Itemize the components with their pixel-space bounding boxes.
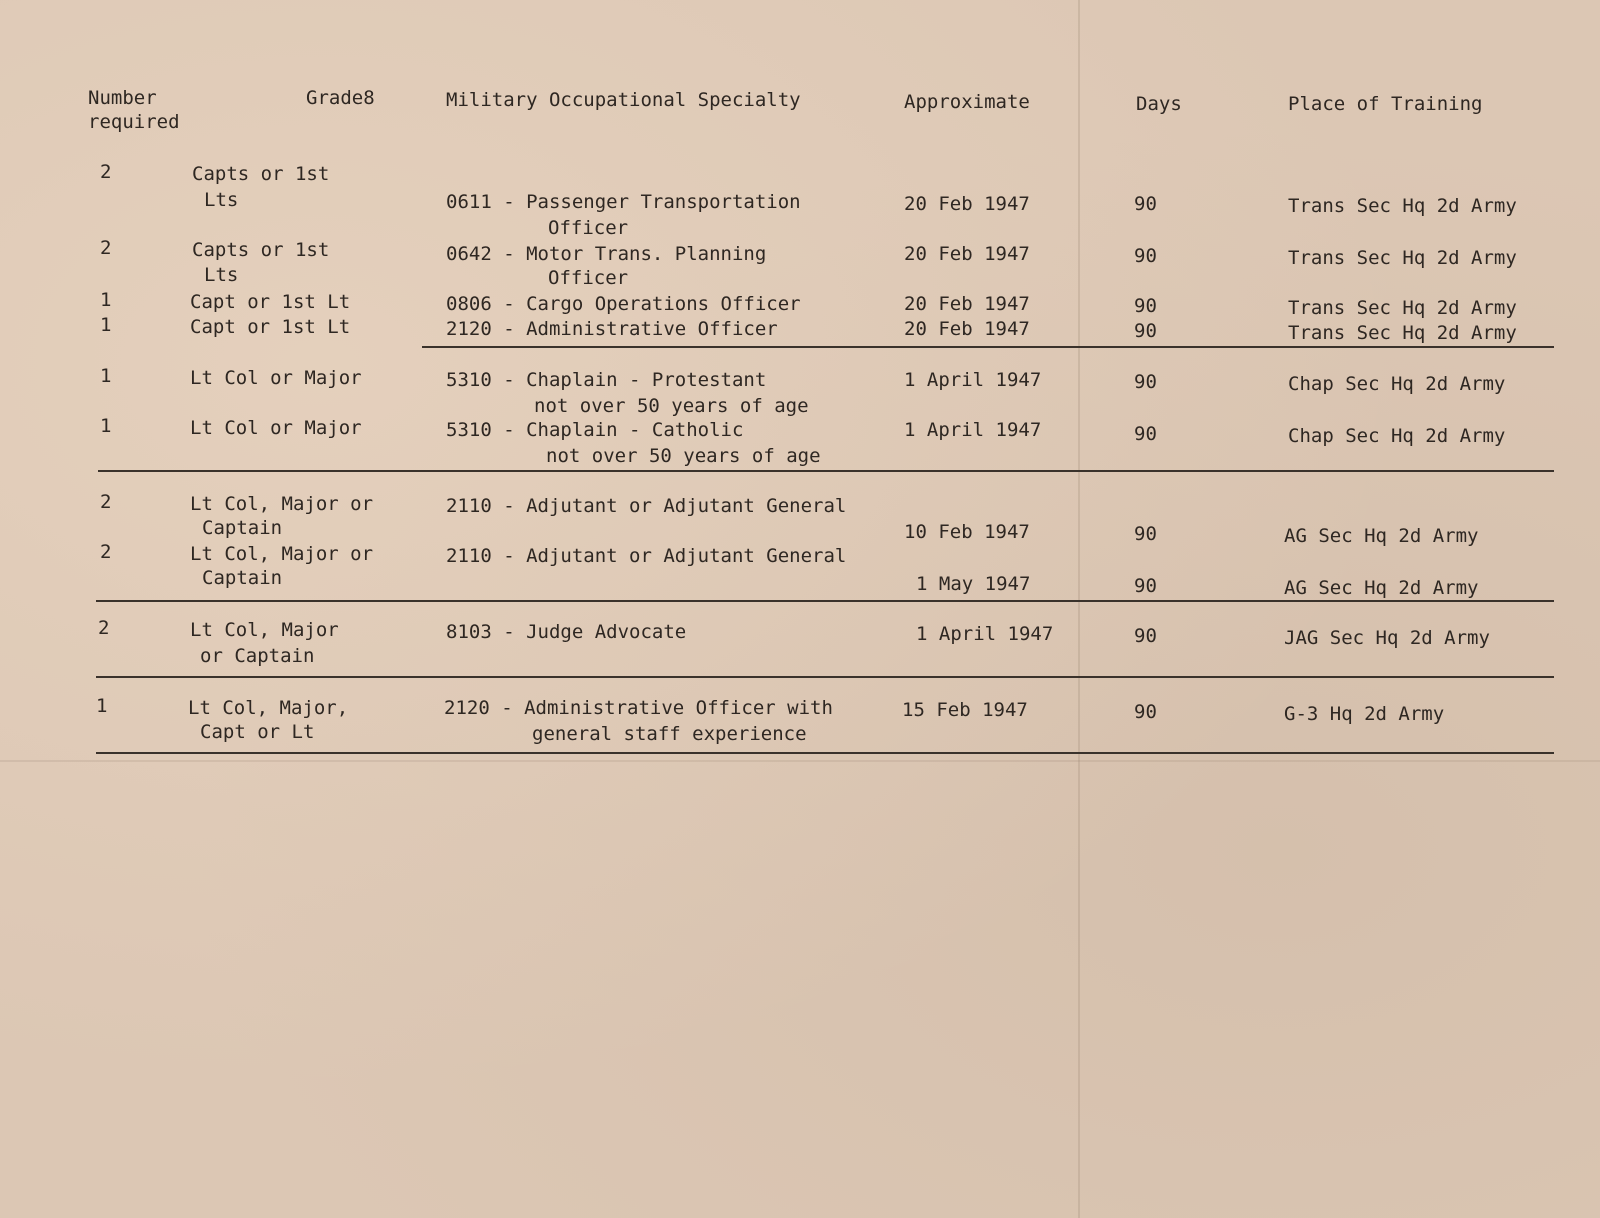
row3-number: 1: [100, 289, 112, 311]
header-approximate: Approximate: [904, 91, 1030, 113]
row9-date: 1 April 1947: [916, 623, 1054, 645]
row1-days: 90: [1134, 193, 1157, 215]
row5-mos-line1: 5310 - Chaplain - Protestant: [446, 369, 767, 391]
row10-number: 1: [96, 695, 108, 717]
row7-days: 90: [1134, 523, 1157, 545]
row1-mos-line2: Officer: [548, 217, 629, 239]
row2-mos-line2: Officer: [548, 267, 629, 289]
row6-date: 1 April 1947: [904, 419, 1042, 441]
header-grade: Grade8: [306, 87, 375, 109]
header-days: Days: [1136, 93, 1182, 115]
row9-grade-line1: Lt Col, Major: [190, 619, 339, 641]
section-rule-1: [422, 346, 1554, 348]
row4-date: 20 Feb 1947: [904, 318, 1030, 340]
row1-number: 2: [100, 161, 112, 183]
row7-date: 10 Feb 1947: [904, 521, 1030, 543]
row2-mos-line1: 0642 - Motor Trans. Planning: [446, 243, 767, 265]
row1-grade-line2: Lts: [204, 189, 239, 211]
header-number: Number: [88, 87, 157, 109]
row7-place: AG Sec Hq 2d Army: [1284, 525, 1479, 547]
section-rule-5: [96, 752, 1554, 754]
row6-grade: Lt Col or Major: [190, 417, 362, 439]
row2-date: 20 Feb 1947: [904, 243, 1030, 265]
row10-grade-line2: Capt or Lt: [200, 721, 315, 743]
row2-days: 90: [1134, 245, 1157, 267]
row10-mos-line1: 2120 - Administrative Officer with: [444, 697, 833, 719]
section-rule-4: [96, 676, 1554, 678]
row1-mos-line1: 0611 - Passenger Transportation: [446, 191, 801, 213]
row6-days: 90: [1134, 423, 1157, 445]
row10-grade-line1: Lt Col, Major,: [188, 697, 349, 719]
row9-number: 2: [98, 617, 110, 639]
section-rule-3: [96, 600, 1554, 602]
paper-fold-horizontal: [0, 760, 1600, 762]
row5-mos-line2: not over 50 years of age: [534, 395, 809, 417]
row5-grade: Lt Col or Major: [190, 367, 362, 389]
row8-date: 1 May 1947: [916, 573, 1031, 595]
row8-days: 90: [1134, 575, 1157, 597]
row4-number: 1: [100, 314, 112, 336]
row6-mos-line1: 5310 - Chaplain - Catholic: [446, 419, 744, 441]
row8-number: 2: [100, 541, 112, 563]
row8-grade-line1: Lt Col, Major or: [190, 543, 374, 565]
row4-days: 90: [1134, 320, 1157, 342]
row1-place: Trans Sec Hq 2d Army: [1288, 195, 1517, 217]
row3-days: 90: [1134, 295, 1157, 317]
row2-number: 2: [100, 237, 112, 259]
row7-grade-line2: Captain: [202, 517, 283, 539]
row10-date: 15 Feb 1947: [902, 699, 1028, 721]
row8-grade-line2: Captain: [202, 567, 283, 589]
row1-grade-line1: Capts or 1st: [192, 163, 330, 185]
row4-mos: 2120 - Administrative Officer: [446, 318, 778, 340]
row9-grade-line2: or Captain: [200, 645, 315, 667]
row1-date: 20 Feb 1947: [904, 193, 1030, 215]
row5-number: 1: [100, 365, 112, 387]
row2-grade-line2: Lts: [204, 264, 239, 286]
row5-days: 90: [1134, 371, 1157, 393]
header-mos: Military Occupational Specialty: [446, 89, 801, 111]
header-number-required: required: [88, 111, 180, 133]
row3-grade: Capt or 1st Lt: [190, 291, 351, 313]
row10-mos-line2: general staff experience: [532, 723, 807, 745]
row2-place: Trans Sec Hq 2d Army: [1288, 247, 1517, 269]
row7-number: 2: [100, 491, 112, 513]
row10-place: G-3 Hq 2d Army: [1284, 703, 1445, 725]
section-rule-2: [98, 470, 1554, 472]
row4-place: Trans Sec Hq 2d Army: [1288, 322, 1517, 344]
row3-place: Trans Sec Hq 2d Army: [1288, 297, 1517, 319]
row2-grade-line1: Capts or 1st: [192, 239, 330, 261]
paper-fold-vertical: [1078, 0, 1080, 1218]
header-place: Place of Training: [1288, 93, 1483, 115]
row6-place: Chap Sec Hq 2d Army: [1288, 425, 1506, 447]
row9-days: 90: [1134, 625, 1157, 647]
row7-grade-line1: Lt Col, Major or: [190, 493, 374, 515]
row7-mos: 2110 - Adjutant or Adjutant General: [446, 495, 847, 517]
row5-place: Chap Sec Hq 2d Army: [1288, 373, 1506, 395]
row9-place: JAG Sec Hq 2d Army: [1284, 627, 1490, 649]
row3-date: 20 Feb 1947: [904, 293, 1030, 315]
row6-mos-line2: not over 50 years of age: [546, 445, 821, 467]
row3-mos: 0806 - Cargo Operations Officer: [446, 293, 801, 315]
row8-mos: 2110 - Adjutant or Adjutant General: [446, 545, 847, 567]
row6-number: 1: [100, 415, 112, 437]
row10-days: 90: [1134, 701, 1157, 723]
row4-grade: Capt or 1st Lt: [190, 316, 351, 338]
row5-date: 1 April 1947: [904, 369, 1042, 391]
row8-place: AG Sec Hq 2d Army: [1284, 577, 1479, 599]
row9-mos: 8103 - Judge Advocate: [446, 621, 687, 643]
